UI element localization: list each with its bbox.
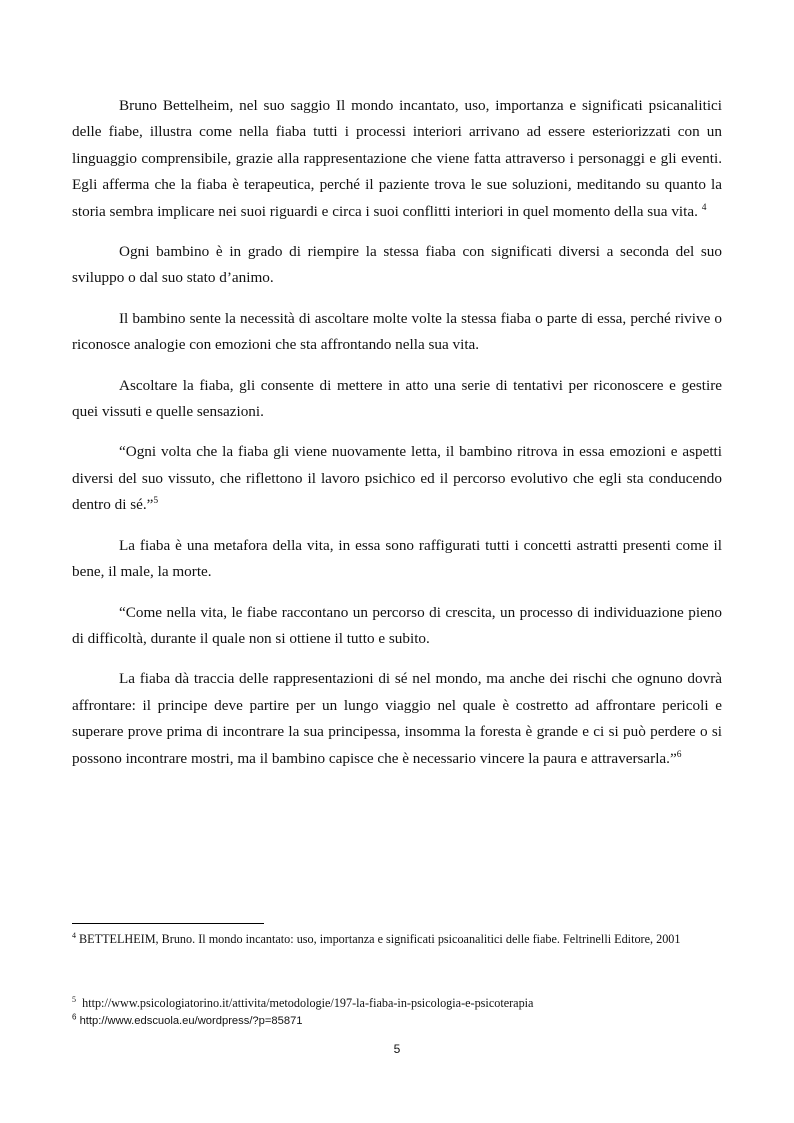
footnote-5 (72, 994, 722, 1012)
paragraph-significati: Ogni bambino è in grado di riempire la stessa fiaba con significati diversi a seconda del suo sviluppo o dal suo stato d’animo. (72, 243, 722, 287)
footnote-mark-6: 6 (72, 1012, 77, 1022)
paragraph-bettelheim: Bruno Bettelheim, nel suo saggio Il mondo incantato, uso, importanza e significati psicanalitici delle fiabe, illustra come nella fiaba tutti i processi interiori arrivano ad essere esteriorizzati con un linguaggio comprensibile, grazie alla rappresentazione che viene fatta attraverso i personaggi e gli eventi. Egli afferma che la fiaba è terapeutica, perché il paziente trova le sue soluzioni, meditando su quanto la storia sembra implicare nei suoi riguardi e circa i suoi conflitti interiori in quel momento della sua vita. $^4$ (72, 97, 722, 220)
footnote-ref-5[interactable]: 5 (153, 496, 159, 507)
footnote-ref-6[interactable]: 6 (676, 749, 682, 760)
paragraph-quote-crescita: “Come nella vita, le fiabe raccontano un percorso di crescita, un processo di individuazione pieno di difficoltà, durante il quale non si ottiene il tutto e subito. (72, 603, 722, 647)
footnote-6 (72, 1012, 722, 1030)
paragraph-tentativi: Ascoltare la fiaba, gli consente di mettere in atto una serie di tentativi per riconoscere e gestire quei vissuti e quelle sensazioni. (72, 376, 722, 421)
footnote-4 (72, 930, 722, 948)
paragraph-ascoltare-molte-volte: Il bambino sente la necessità di ascoltare molte volte la stessa fiaba o parte di essa, perché rivive o riconosce analogie con emozioni che sta affrontando nella sua vita. (72, 309, 722, 354)
footnote-mark-5: 5 (72, 994, 76, 1004)
footnote-5-link[interactable]: http://www.psicologiatorino.it/attivita/metodologie/197-la-fiaba-in-psicologia-e-psicoterapia (82, 996, 534, 1010)
footnote-4-text: BETTELHEIM, Bruno. Il mondo incantato: uso, importanza e significati psicoanalitici delle fiabe. Feltrinelli Editore, 2001 (79, 932, 681, 946)
paragraph-rappresentazioni: La fiaba dà traccia delle rappresentazioni di sé nel mondo, ma anche dei rischi che ognuno dovrà affrontare: il principe deve partire per un lungo viaggio nel quale è costretto ad affrontare pericoli e superare prove prima di incontrare la sua principessa, insomma la foresta è grande e ci si può perdere o si possono incontrare mostri, ma il bambino capisce che è necessario vincere la paura e attraversarla.”$^6$ (72, 670, 722, 767)
paragraph-metafora: La fiaba è una metafora della vita, in essa sono raffigurati tutti i concetti astratti presenti come il bene, il male, la morte. (72, 536, 722, 581)
body-text (72, 93, 722, 786)
footnote-6-link[interactable]: http://www.edscuola.eu/wordpress/?p=85871 (79, 1015, 303, 1027)
footnote-separator (72, 923, 264, 924)
page-number: 5 (393, 1042, 401, 1056)
paragraph-quote-vissuto: “Ogni volta che la fiaba gli viene nuovamente letta, il bambino ritrova in essa emozioni e aspetti diversi del suo vissuto, che riflettono il lavoro psichico ed il percorso evolutivo che egli sta conducendo dentro di sé.”$^5$ (72, 443, 722, 514)
footnote-mark-4: 4 (72, 930, 76, 940)
footnote-ref-4[interactable]: 4 (701, 202, 707, 213)
